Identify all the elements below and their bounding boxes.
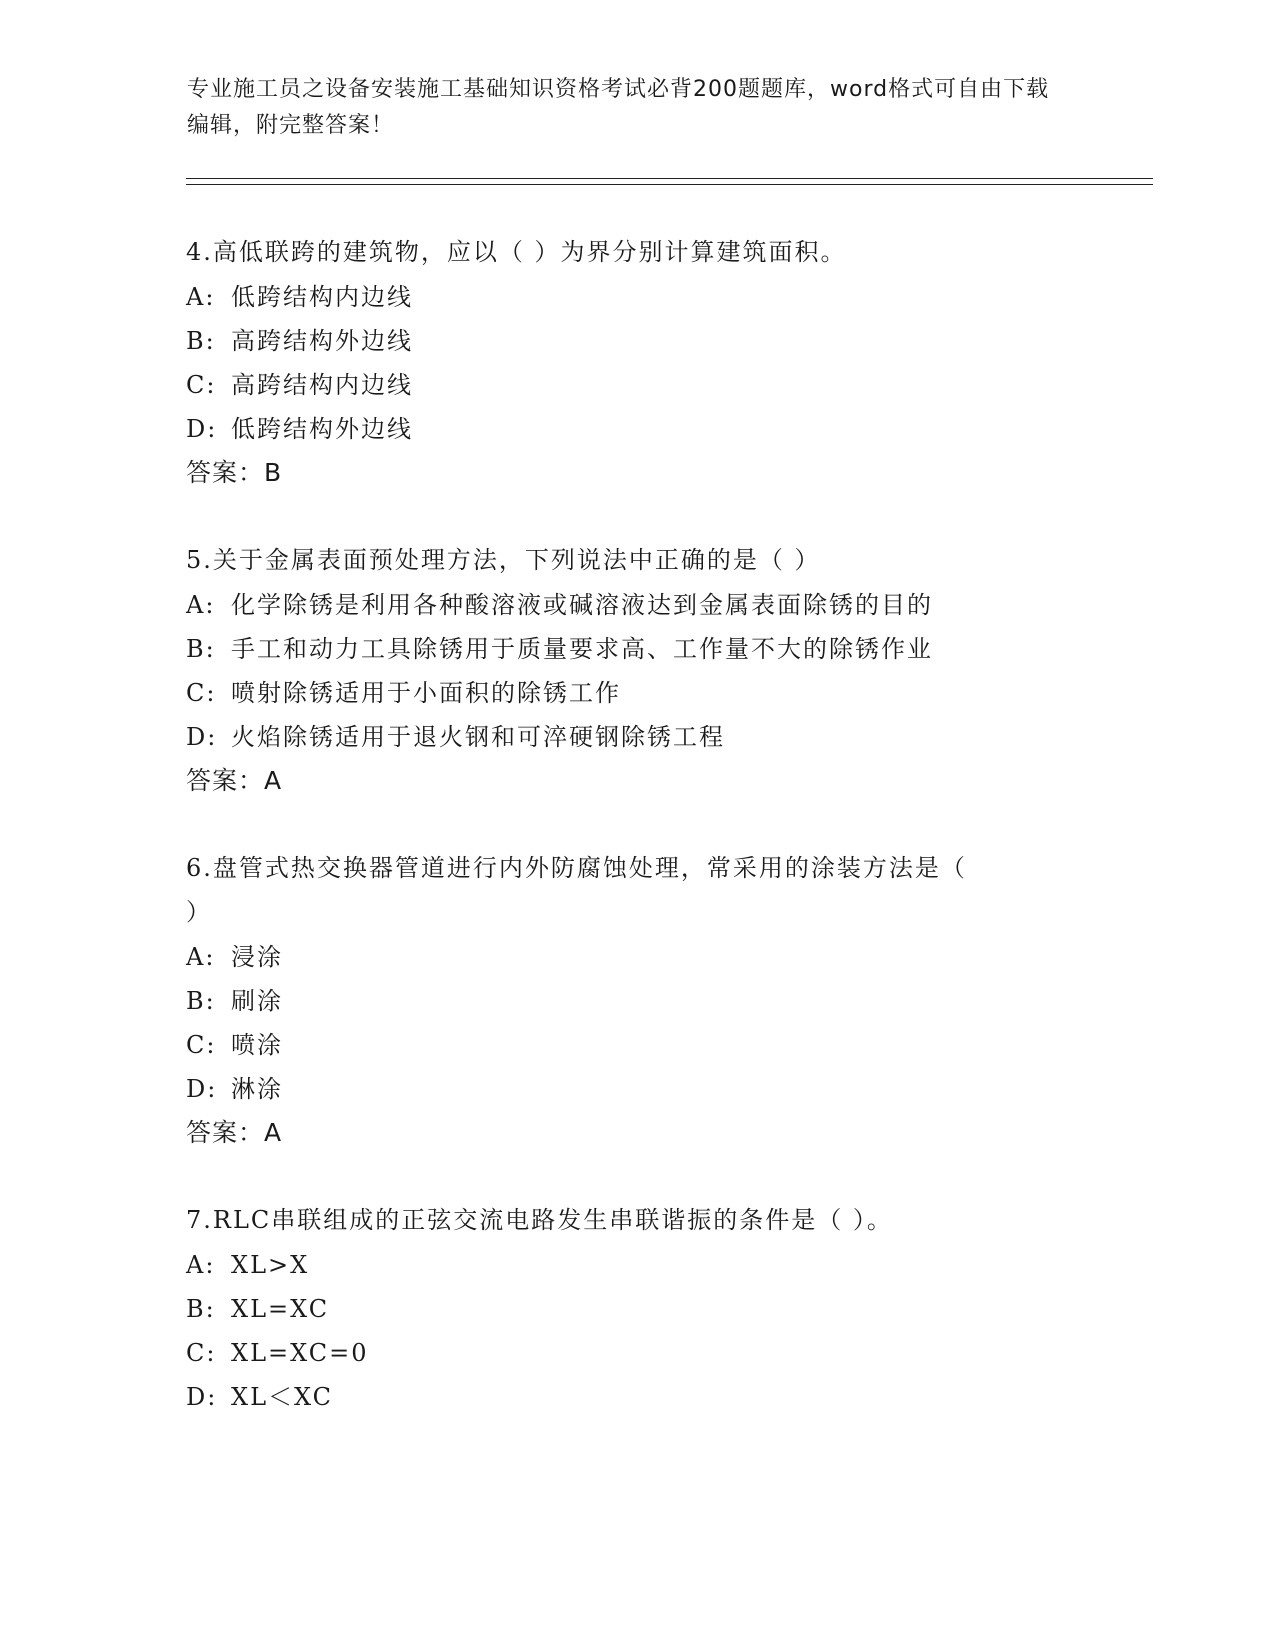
option-label: C: [186, 679, 217, 707]
option-text: 化学除锈是利用各种酸溶液或碱溶液达到金属表面除锈的目的 [231, 591, 933, 619]
answer: 答案：B [186, 458, 283, 487]
option-b [186, 634, 933, 664]
header-rule-bottom [186, 184, 1153, 185]
option-text: 火焰除锈适用于退火钢和可淬硬钢除锈工程 [231, 723, 725, 751]
option-a [186, 1250, 309, 1280]
option-label: C: [186, 371, 217, 399]
option-label: A: [186, 1251, 216, 1279]
option-b [186, 326, 413, 356]
option-label: B: [186, 327, 216, 355]
option-label: A: [186, 943, 216, 971]
option-text: 高跨结构外边线 [231, 327, 413, 355]
option-text: 低跨结构外边线 [231, 415, 413, 443]
option-text: 低跨结构内边线 [231, 283, 413, 311]
option-text: XL=XC=0 [231, 1339, 369, 1367]
option-a [186, 590, 933, 620]
option-label: B: [186, 1295, 216, 1323]
option-d [186, 722, 725, 752]
option-b [186, 1294, 329, 1324]
option-text: XL＜XC [231, 1383, 334, 1411]
option-text: 淋涂 [231, 1075, 283, 1103]
option-text: 喷涂 [231, 1031, 283, 1059]
option-text: 手工和动力工具除锈用于质量要求高、工作量不大的除锈作业 [231, 635, 933, 663]
option-c [186, 1338, 369, 1368]
option-text: 浸涂 [231, 943, 283, 971]
header-rule-top [186, 178, 1153, 179]
question-stem: 4.高低联跨的建筑物，应以（ ）为界分别计算建筑面积。 [186, 238, 847, 266]
option-label: A: [186, 283, 216, 311]
option-label: C: [186, 1339, 217, 1367]
option-label: D: [186, 415, 218, 443]
question-stem: 6.盘管式热交换器管道进行内外防腐蚀处理，常采用的涂装方法是（ [186, 854, 967, 882]
option-label: C: [186, 1031, 217, 1059]
option-a [186, 942, 283, 972]
answer: 答案：A [186, 766, 283, 795]
option-c [186, 370, 413, 400]
question-stem-continued: ） [186, 898, 212, 926]
option-text: 喷射除锈适用于小面积的除锈工作 [231, 679, 621, 707]
option-d [186, 1382, 333, 1412]
option-c [186, 1030, 283, 1060]
option-text: XL>X [231, 1251, 310, 1279]
option-text: 高跨结构内边线 [231, 371, 413, 399]
option-a [186, 282, 413, 312]
option-d [186, 1074, 283, 1104]
option-c [186, 678, 621, 708]
option-label: A: [186, 591, 216, 619]
option-label: B: [186, 635, 216, 663]
option-label: D: [186, 1383, 218, 1411]
option-d [186, 414, 413, 444]
option-label: B: [186, 987, 216, 1015]
option-text: 刷涂 [231, 987, 283, 1015]
question-stem: 5.关于金属表面预处理方法，下列说法中正确的是（ ） [186, 546, 821, 574]
document-header: 专业施工员之设备安装施工基础知识资格考试必背200题题库，word格式可自由下载编辑，附完整答案！ [187, 77, 1050, 138]
option-label: D: [186, 723, 218, 751]
option-label: D: [186, 1075, 218, 1103]
answer: 答案：A [186, 1118, 283, 1147]
option-b [186, 986, 283, 1016]
option-text: XL=XC [231, 1295, 330, 1323]
question-stem: 7.RLC串联组成的正弦交流电路发生串联谐振的条件是（ ）。 [186, 1206, 893, 1234]
